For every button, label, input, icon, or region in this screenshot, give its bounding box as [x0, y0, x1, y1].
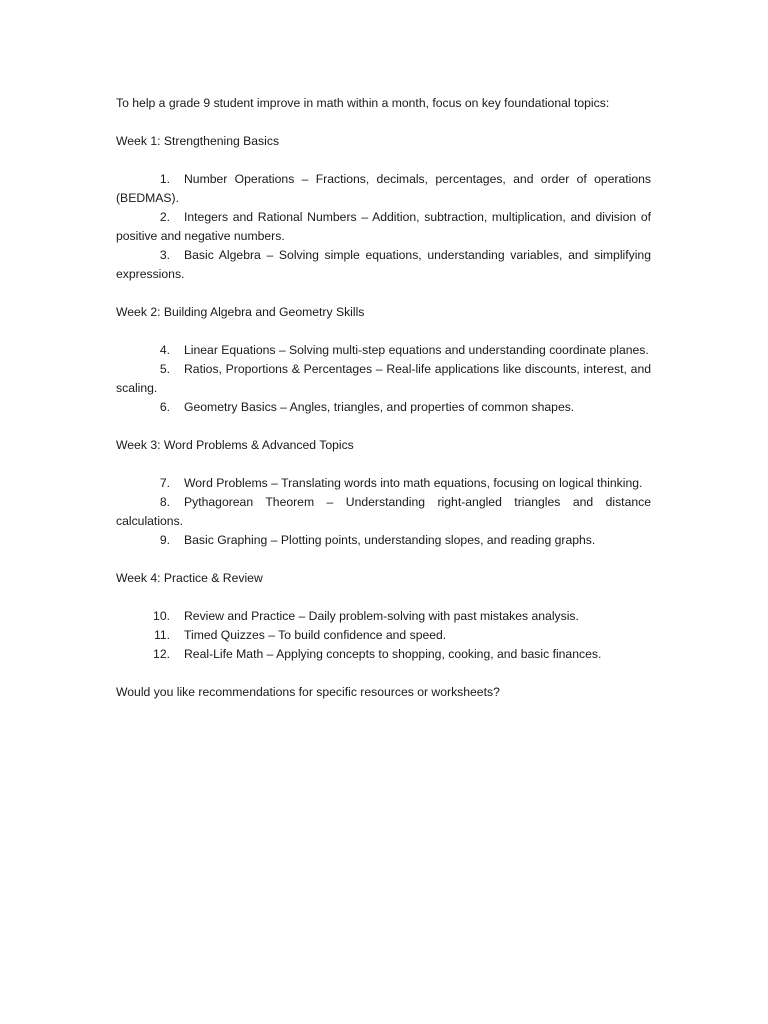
document-page	[116, 94, 651, 702]
list-text: Linear Equations – Solving multi-step equations and understanding coordinate planes.	[184, 343, 649, 357]
list-number: 8.	[159, 495, 170, 509]
list-item	[116, 208, 651, 246]
list-number: 1.	[159, 172, 170, 186]
list-text: Pythagorean Theorem – Understanding right-angled triangles and distance calculations.	[116, 495, 651, 528]
list-item	[116, 626, 651, 645]
list-number: 4.	[159, 343, 170, 357]
intro-paragraph: To help a grade 9 student improve in math within a month, focus on key foundational topics:	[116, 96, 610, 110]
list-item	[116, 493, 651, 531]
list-number: 12.	[153, 647, 170, 661]
week-4-heading: Week 4: Practice & Review	[116, 571, 263, 585]
list-text: Timed Quizzes – To build confidence and speed.	[184, 628, 447, 642]
list-number: 6.	[159, 400, 170, 414]
list-item	[116, 246, 651, 284]
week-2-heading: Week 2: Building Algebra and Geometry Skills	[116, 305, 365, 319]
list-text: Review and Practice – Daily problem-solving with past mistakes analysis.	[184, 609, 579, 623]
list-item	[116, 170, 651, 208]
closing-paragraph: Would you like recommendations for specific resources or worksheets?	[116, 685, 500, 699]
list-item	[116, 341, 651, 360]
list-number: 7.	[159, 476, 170, 490]
list-item	[116, 607, 651, 626]
list-item	[116, 645, 651, 664]
week-1-heading: Week 1: Strengthening Basics	[116, 134, 280, 148]
list-text: Real-Life Math – Applying concepts to shopping, cooking, and basic finances.	[184, 647, 602, 661]
list-text: Basic Graphing – Plotting points, understanding slopes, and reading graphs.	[184, 533, 596, 547]
list-item	[116, 531, 651, 550]
list-number: 9.	[159, 533, 170, 547]
list-text: Word Problems – Translating words into math equations, focusing on logical thinking.	[184, 476, 643, 490]
list-number: 11.	[153, 628, 170, 642]
list-number: 3.	[159, 248, 170, 262]
list-number: 5.	[159, 362, 170, 376]
list-text: Number Operations – Fractions, decimals, percentages, and order of operations (BEDMAS).	[116, 172, 651, 205]
list-text: Basic Algebra – Solving simple equations, understanding variables, and simplifying expressions.	[116, 248, 651, 281]
week-3-heading: Week 3: Word Problems & Advanced Topics	[116, 438, 354, 452]
list-text: Integers and Rational Numbers – Addition, subtraction, multiplication, and division of positive and negative numbers.	[116, 210, 651, 243]
list-number: 2.	[159, 210, 170, 224]
list-text: Geometry Basics – Angles, triangles, and properties of common shapes.	[184, 400, 575, 414]
list-item	[116, 474, 651, 493]
list-item	[116, 360, 651, 398]
list-text: Ratios, Proportions & Percentages – Real-life applications like discounts, interest, and scaling.	[116, 362, 651, 395]
list-item	[116, 398, 651, 417]
list-number: 10.	[153, 609, 170, 623]
